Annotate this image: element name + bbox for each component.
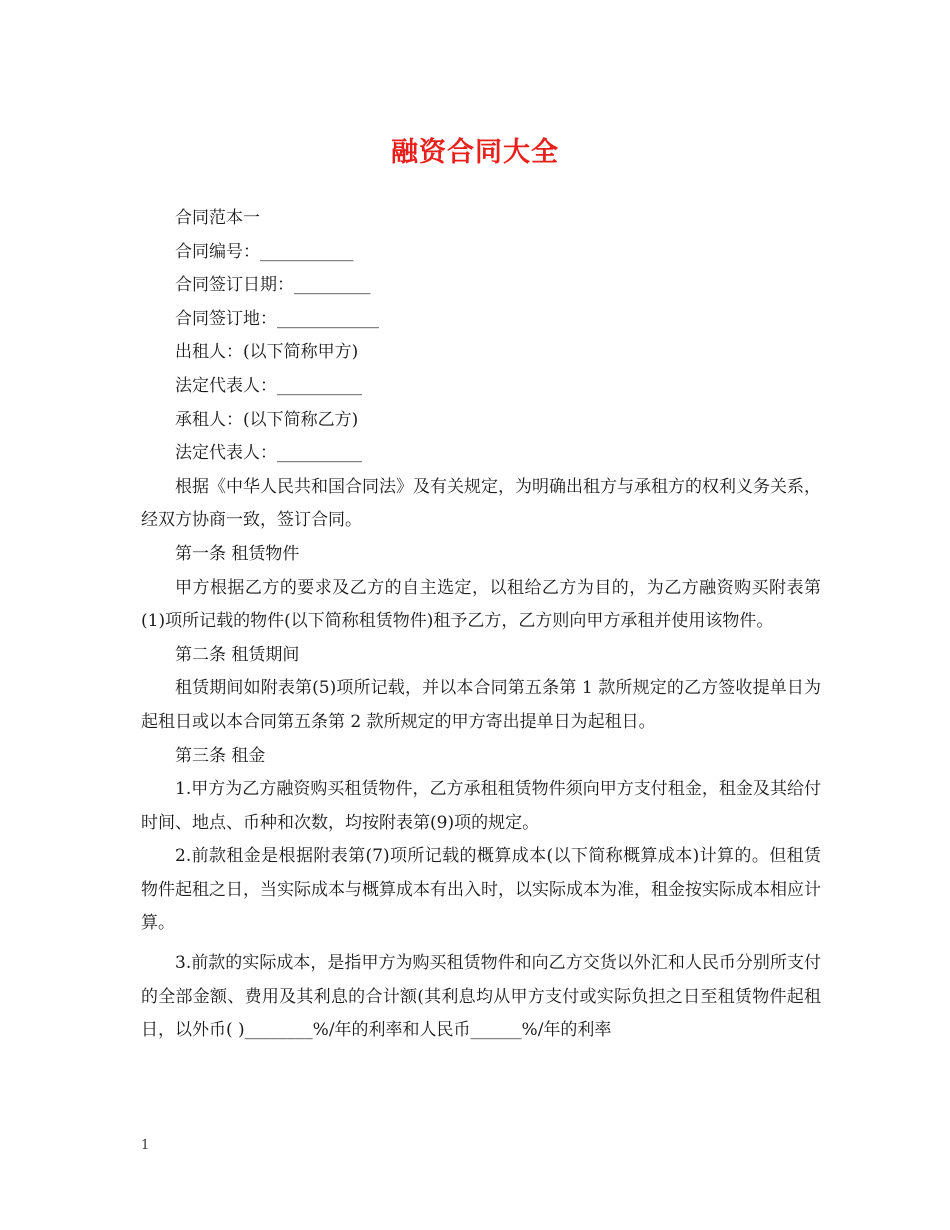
article-3-clause-2: 2.前款租金是根据附表第(7)项所记载的概算成本(以下简称概算成本)计算的。但租赁物件起租之日，当实际成本与概算成本有出入时，以实际成本为准，租金按实际成本相应计算。 — [141, 846, 821, 934]
article-1-paragraph: 甲方根据乙方的要求及乙方的自主选定，以租给乙方为目的，为乙方融资购买附表第(1)项所记载的物件(以下简称租赁物件)租予乙方，乙方则向甲方承租并使用该物件。 — [141, 577, 821, 632]
lessor-representative-field: 法定代表人：__________ — [175, 375, 362, 396]
article-1-heading: 第一条 租赁物件 — [175, 543, 300, 564]
article-3-clause-3: 3.前款的实际成本，是指甲方为购买租赁物件和向乙方交货以外汇和人民币分别所支付的全部金额、费用及其利息的合计额(其利息均从甲方支付或实际负担之日至租赁物件起租日，以外币( )________%/年的利率和人民币______%/年的利率 — [141, 953, 821, 1041]
template-label: 合同范本一 — [175, 208, 260, 228]
lessee-field: 承租人：(以下简称乙方) — [175, 409, 359, 430]
page-number: 1 — [141, 1138, 150, 1153]
article-2-paragraph: 租赁期间如附表第(5)项所记载，并以本合同第五条第 1 款所规定的乙方签收提单日为起租日或以本合同第五条第 2 款所规定的甲方寄出提单日为起租日。 — [141, 678, 821, 732]
article-3-clause-1: 1.甲方为乙方融资购买租赁物件，乙方承租租赁物件须向甲方支付租金，租金及其给付时间、地点、币种和次数，均按附表第(9)项的规定。 — [141, 779, 821, 833]
contract-number-field: 合同编号：___________ — [175, 241, 354, 262]
lessee-representative-field: 法定代表人：__________ — [175, 443, 362, 464]
signing-date-field: 合同签订日期：_________ — [175, 275, 371, 296]
lessor-field: 出租人：(以下简称甲方) — [175, 342, 359, 363]
document-body — [141, 202, 821, 1048]
preamble-paragraph: 根据《中华人民共和国合同法》及有关规定，为明确出租方与承租方的权利义务关系，经双方协商一致，签订合同。 — [141, 476, 821, 531]
signing-place-field: 合同签订地：____________ — [175, 308, 379, 329]
article-3-heading: 第三条 租金 — [175, 745, 266, 766]
document-title: 融资合同大全 — [391, 137, 559, 168]
article-2-heading: 第二条 租赁期间 — [175, 644, 300, 665]
